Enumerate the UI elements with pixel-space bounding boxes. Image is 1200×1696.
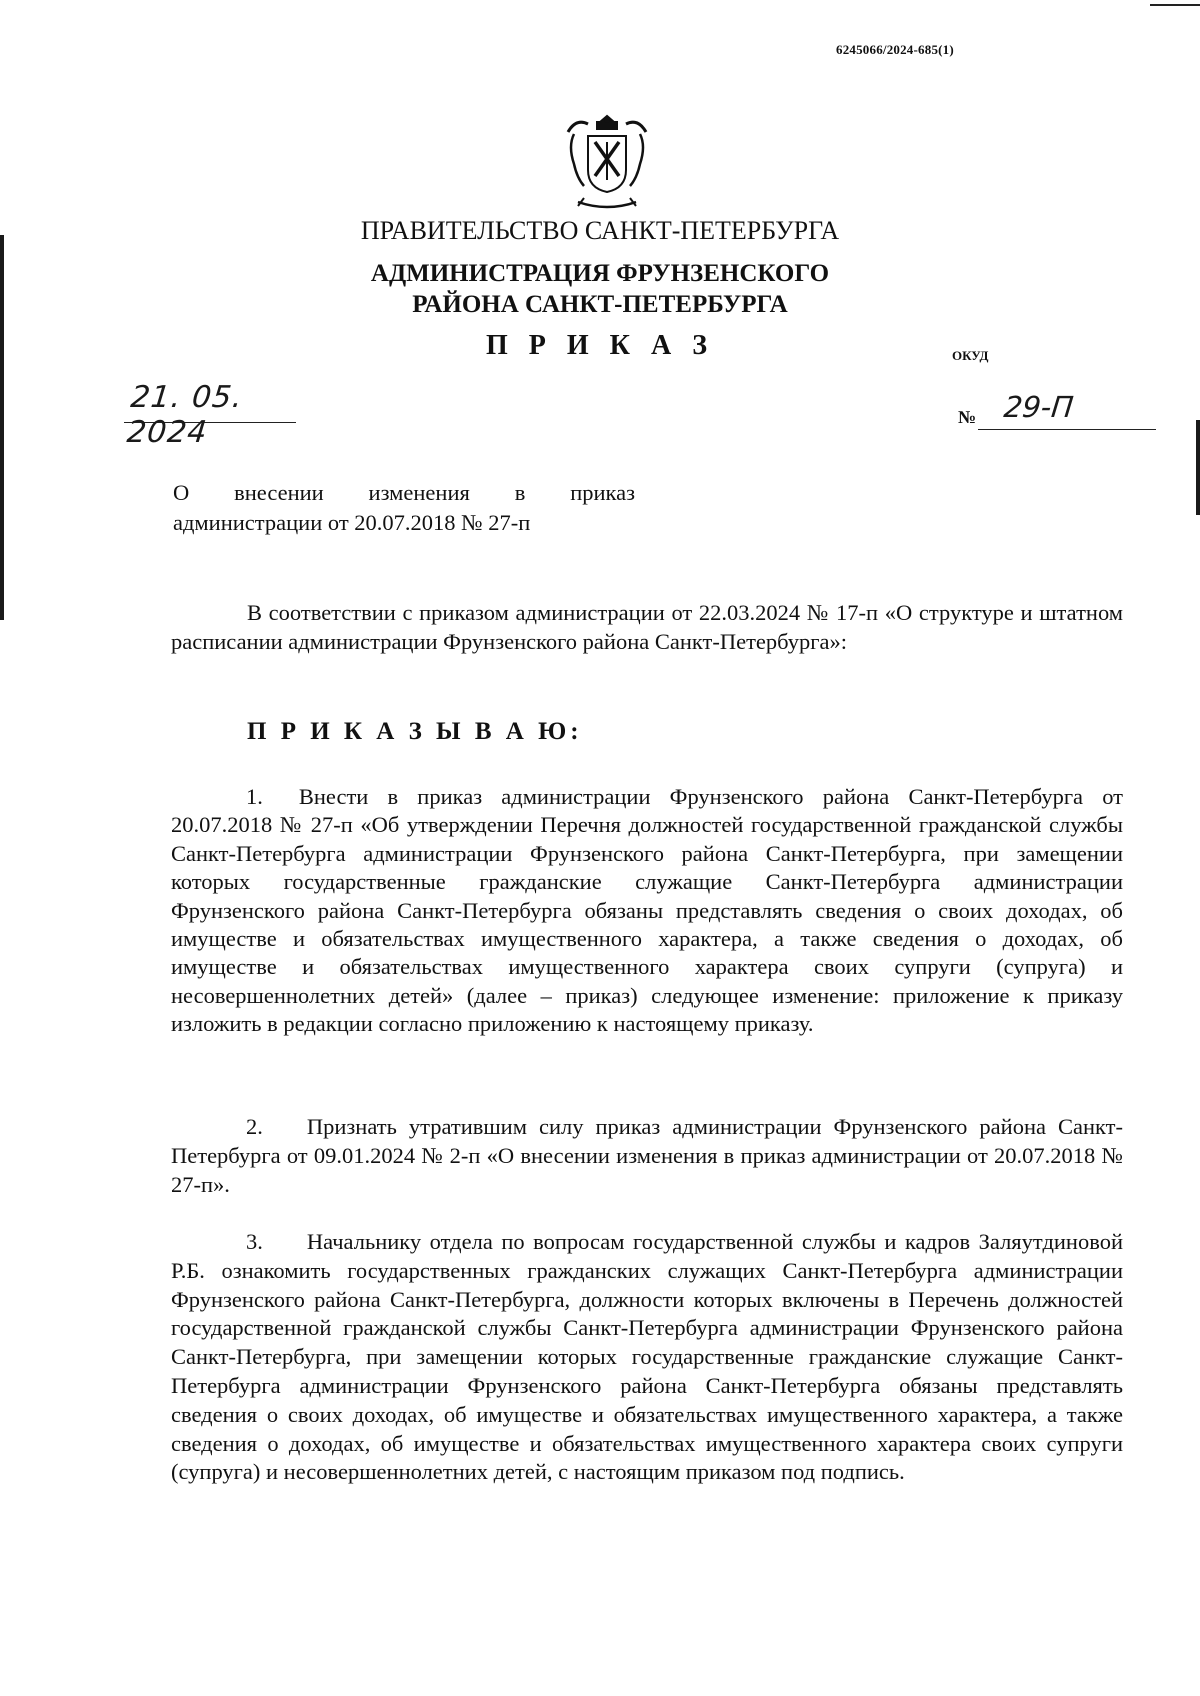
document-id: 6245066/2024-685(1) — [836, 42, 954, 57]
preamble-paragraph — [171, 598, 1123, 656]
document-subject — [173, 478, 635, 538]
order-item-3 — [171, 1228, 1123, 1487]
date-field — [124, 380, 296, 450]
number-field — [958, 390, 1156, 430]
government-title: ПРАВИТЕЛЬСТВО САНКТ-ПЕТЕРБУРГА — [360, 216, 840, 245]
order-item-1 — [171, 783, 1123, 1039]
administration-title-line2: РАЙОНА САНКТ-ПЕТЕРБУРГА — [412, 291, 788, 318]
okud-label: ОКУД — [952, 348, 989, 363]
document-type-title: П Р И К А З — [486, 330, 714, 361]
number-sign: № — [958, 407, 977, 427]
handwritten-date: 21. 05. 2024 — [125, 380, 245, 450]
item-number: 2. — [246, 1114, 263, 1139]
item-text: Начальнику отдела по вопросам государственной службы и кадров Заляутдиновой Р.Б. ознакомить государственных гражданских служащих Санкт-Петербурга администрации Фрунзенского района Санкт-Петербурга, должности которых включены в Перечень должностей государственной гражданской службы Санкт-Петербурга администрации Фрунзенского района Санкт-Петербурга, при замещении которых государственные гражданские служащие Санкт-Петербурга администрации Фрунзенского района Санкт-Петербурга обязаны представлять сведения о своих доходах, об имуществе и обязательствах имущественного характера, а также сведения о доходах, об имуществе и обязательствах имущественного характера своих супруги (супруга) и несовершеннолетних детей, с настоящим приказом под подпись. — [171, 1229, 1123, 1485]
orders-heading: П Р И К А З Ы В А Ю: — [247, 718, 583, 745]
preamble-text: В соответствии с приказом администрации от 22.03.2024 № 17-п «О структуре и штатном расписании администрации Фрунзенского района Санкт-Петербурга»: — [171, 600, 1123, 654]
scan-artifact — [1196, 420, 1200, 515]
item-text: Признать утратившим силу приказ администрации Фрунзенского района Санкт-Петербурга от 09.01.2024 № 2-п «О внесении изменения в приказ администрации от 20.07.2018 № 27-п». — [171, 1114, 1123, 1197]
scan-artifact — [1150, 4, 1200, 6]
item-number: 1. — [246, 784, 263, 809]
item-number: 3. — [246, 1229, 263, 1254]
number-underline — [978, 429, 1156, 430]
subject-line2: администрации от 20.07.2018 № 27-п — [173, 510, 531, 535]
administration-title-line1: АДМИНИСТРАЦИЯ ФРУНЗЕНСКОГО — [370, 260, 830, 287]
subject-line1: О внесении изменения в приказ — [173, 480, 635, 505]
item-text: Внести в приказ администрации Фрунзенского района Санкт-Петербурга от 20.07.2018 № 27-п «Об утверждении Перечня должностей государственной гражданской службы Санкт-Петербурга администрации Фрунзенского района Санкт-Петербурга, при замещении которых государственные гражданские служащие Санкт-Петербурга администрации Фрунзенского района Санкт-Петербурга обязаны представлять сведения о своих доходах, об имуществе и обязательствах имущественного характера, а также сведения о доходах, об имуществе и обязательствах имущественного характера своих супруги (супруга) и несовершеннолетних детей» (далее – приказ) следующее изменение: приложение к приказу изложить в редакции согласно приложению к настоящему приказу. — [171, 784, 1123, 1037]
handwritten-number: 29-П — [1002, 390, 1075, 424]
order-item-2 — [171, 1112, 1123, 1199]
spb-coat-of-arms-icon — [564, 112, 650, 212]
